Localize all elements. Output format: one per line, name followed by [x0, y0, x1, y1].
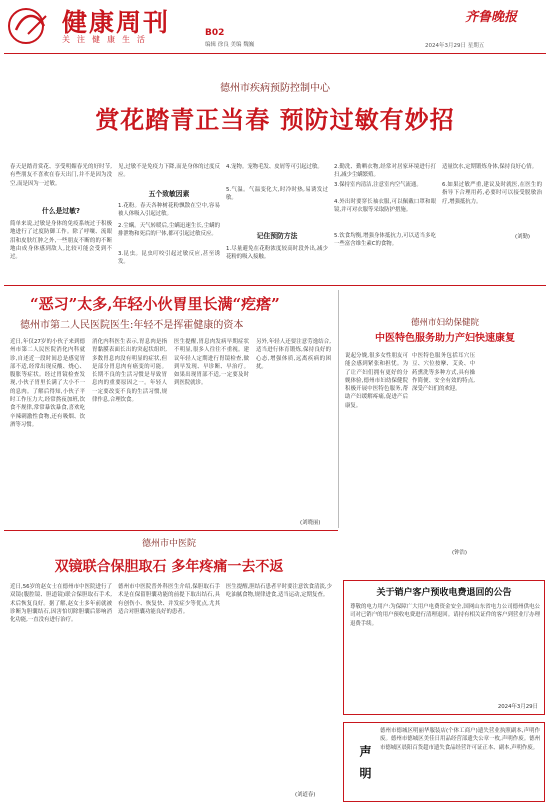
statement-body: 德州市德城区明丽华服装店(个体工商户)遗失营业执照副本,声明作废。德州市德城区美佳日用品经营部遗失公章一枚,声明作废。德州市德城区晨阳百货超市遗失食品经营许可证正本、副本,声明作废。 — [380, 728, 540, 751]
article4-kicker: 德州市中医院 — [141, 539, 196, 549]
article1-col5-para2: 6.如果过敏严重,建议及时就医,在医生的指导下合理用药,必要时可以接受脱敏治疗,增强抵抗力。 — [442, 182, 542, 205]
article1-col4-para1: 2.勤洗、勤晒衣物,经常对居家环境进行打扫,减少尘螨繁殖。 — [334, 164, 436, 179]
issue-date: 2024年3月29日 星期五 — [425, 43, 485, 49]
article1-col1-para2: 简单来说,过敏是身体的免疫系统过于积极地进行了过度防御工作。除了呼嚷、流眼泪和皮肤红肿之外,一些朋友不断的的不断地由成身体感到敌人,比较可能会受到不过。 — [10, 221, 112, 261]
article1-col1-para1: 春天是踏青赏花、享受明媚春光的好时节,有些朋友不喜欢在春天出门,并不是因为没空,而是因为一过敏。 — [10, 164, 112, 187]
article1-kicker: 德州市疾病预防控制中心 — [220, 83, 330, 94]
statement-box — [343, 722, 545, 802]
notice-body: 尊敬的电力用户:为保障广大用户电费资金安全,国网山东省电力公司德州供电公司对已销户的用户预收电费进行清理退回。请持有相关证件的客户到营业厅办理退费手续。 — [350, 604, 540, 627]
article3-col2: 中医特色服务包括耳穴压豆、穴位按摩、艾灸、中药熏洗等多种方式,具有操作简便、安全有效的特点,深受产妇们的欢迎。 — [412, 353, 475, 393]
article1-col3-para1: 4.宠物。宠物毛发、皮屑等可引起过敏。 — [226, 164, 323, 170]
article4-col2: 德州市中医院普外科医生介绍,保胆取石手术是在保留胆囊功能的前提下取出结石,具有创伤小、恢复快、并发症少等优点,尤其适合对胆囊功能良好的患者。 — [118, 584, 220, 615]
article2-divider — [4, 530, 338, 531]
article4-col1: 近日,56岁的赵女士在德州市中医院进行了双镜(腹腔镜、胆道镜)联合保胆取石手术,术后恢复良好。据了解,赵女士多年前就被诊断为胆囊结石,因害怕切除胆囊后影响消化功能,一直没有进行治疗。 — [10, 584, 112, 624]
notice-box — [343, 580, 545, 715]
section-subtitle: 关注健康生活 — [62, 35, 152, 44]
notice-title: 关于销户客户预收电费退回的公告 — [376, 588, 512, 598]
article4-headline: 双镜联合保胆取石 多年疼痛一去不返 — [54, 559, 284, 575]
article1-divider — [4, 285, 546, 286]
article1-headline: 赏花踏青正当春 预防过敏有妙招 — [95, 105, 455, 134]
masthead-logo — [6, 4, 58, 48]
article1-col5-para1: 适量饮水,定期锻炼身体,保持良好心情。 — [442, 164, 538, 170]
article1-col4-para3: 4.外出时要穿长袖衣服,可以佩戴口罩和眼镜,并可对衣服等采取防护措施。 — [334, 199, 436, 214]
article1-col4-para2: 3.保持室内清洁,注意室内空气流通。 — [334, 182, 422, 188]
article2-col1: 近日,年仅27岁的小伙子来到德州市第二人民医院消化内科就诊,自述近一段时间总是感觉胃部不适,经常出现反酸、烧心、腹胀等症状。经过胃镜检查发现,小伙子胃里长满了大小不一的息肉。了解后得知,小伙子平时工作压力大,经常熬夜加班,饮食不规律,常常暴饮暴食,喜欢吃辛辣刺激性食物,还有吸烟、饮酒等习惯。 — [10, 339, 85, 428]
article1-col2-para3: 2.尘螨。天气转暖后,尘螨迅速生长,尘螨的排泄物和死后的尸体,都可引起过敏反应。 — [118, 223, 220, 238]
article1-col3-para3: 1.尽量避免在花粉浓度较高时段外出,减少花粉的吸入接触。 — [226, 246, 328, 261]
article4-byline: (刘道春) — [295, 792, 316, 798]
article2-col2: 消化内科医生表示,胃息肉是指胃黏膜表面长出的突起状组织,多数胃息肉没有明显的症状,但是部分胃息肉有癌变的可能。长期不良的生活习惯是导致胃息肉的重要原因之一。年轻人一定要改变不良的生活习惯,规律作息,合理饮食。 — [92, 339, 167, 404]
article1-col3-para2: 5.气温。气温变化大,时冷时热,易诱发过敏。 — [226, 187, 328, 202]
article2-headline: “恶习”太多,年轻小伙胃里长满“疙瘩” — [30, 295, 280, 313]
masthead-divider — [4, 53, 546, 54]
article2-col4: 另外,年轻人还要注意劳逸结合,适当进行体育锻炼,保持良好的心态,增强体质,远离疾病的困扰。 — [256, 339, 331, 370]
article1-col1-heading: 什么是过敏? — [42, 207, 80, 215]
article3-kicker: 德州市妇幼保健院 — [410, 318, 479, 328]
statement-label: 声明 — [358, 745, 372, 789]
page-number: B02 — [205, 28, 225, 38]
column-divider-right — [338, 290, 339, 528]
article1-col2-para1: 见,过敏不是免疫力下降,而是身体的过度反应。 — [118, 164, 220, 179]
notice-date: 2024年3月29日 — [497, 704, 538, 710]
article2-subhead: 德州市第二人民医院医生:年轻不是挥霍健康的资本 — [20, 320, 244, 331]
article2-byline: (刘晓丽) — [300, 520, 321, 526]
article1-col2-para4: 3.昆虫。昆虫叮咬引起过敏反应,甚至诱发。 — [118, 251, 220, 266]
article3-headline: 中医特色服务助力产妇快速康复 — [375, 333, 515, 344]
article1-col2-para2: 1.花粉。春天各种树花粉飘散在空中,容易被人体吸入引起过敏。 — [118, 203, 220, 218]
section-title: 健康周刊 — [62, 8, 171, 37]
newspaper-brand: 齐鲁晚报 — [465, 10, 518, 25]
article1-col2-heading: 五个致敏因素 — [148, 190, 190, 198]
editor-credit: 编辑 徐良 美编 魏巍 — [205, 42, 255, 48]
article4-col3: 医生提醒,胆结石患者平时要注意饮食清淡,少吃油腻食物,规律进食,适当运动,定期复查。 — [226, 584, 332, 599]
article2-col3: 医生提醒,胃息肉发病早期症状不明显,很多人往往不重视。建议年轻人定期进行胃镜检查,做到早发现、早诊断、早治疗。如果出现胃部不适,一定要及时到医院就诊。 — [174, 339, 249, 387]
article3-col1: 说起分娩,很多女性朋友可能会感到紧张和担忧。为了让产妇们拥有更好的分娩体验,德州市妇幼保健院积极开展中医特色服务,帮助产妇缓解疼痛,促进产后康复。 — [345, 353, 408, 409]
article1-col4-para4: 5.饮食均衡,增强身体抵抗力,可以适当多吃一些富含维生素C的食物。 — [334, 233, 436, 248]
article1-col3-heading: 记住预防方法 — [256, 232, 298, 240]
article1-byline: (刘勤) — [515, 234, 530, 240]
article3-byline: (钟浩) — [452, 550, 467, 556]
